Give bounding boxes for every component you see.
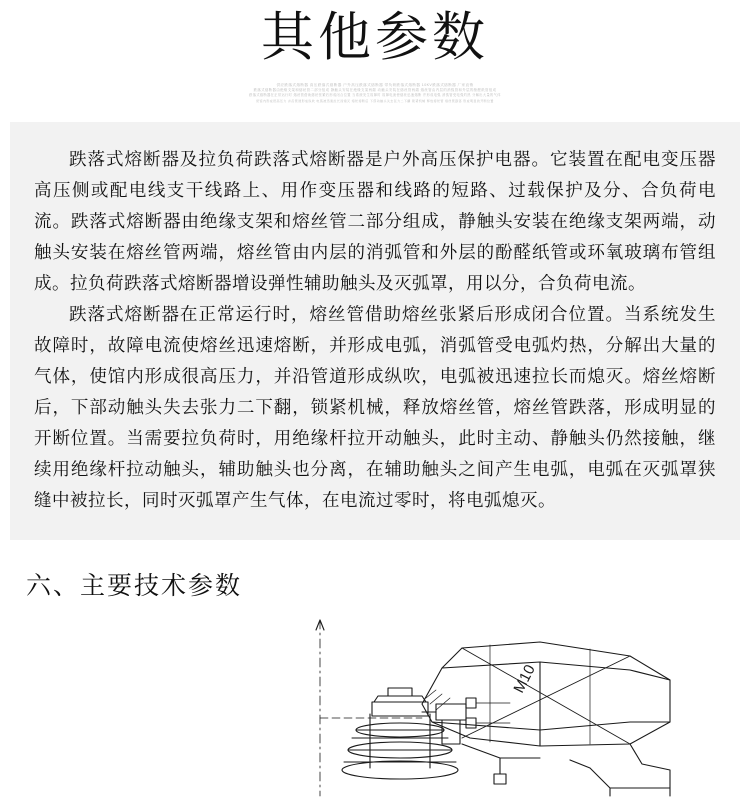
fuse-cutout-diagram-svg xyxy=(70,618,690,798)
linkage-foot xyxy=(494,774,506,784)
hatching xyxy=(426,690,450,710)
bolt-head xyxy=(466,718,476,728)
insulator-cap xyxy=(372,702,428,716)
linkage-arm xyxy=(462,744,540,758)
drawing-canvas xyxy=(70,618,690,798)
insulator-stud xyxy=(388,688,412,696)
micro-text-line: 供应跌落式熔断器 高压跌落式熔断器 户外高压跌落式熔断器 带负荷跌落式熔断器 10KV跌落式熔断器 厂家直销 xyxy=(276,82,474,87)
micro-text-line: 跌落式熔断器由绝缘支架和熔丝管二部分组成 静触头安装在绝缘支架两端 动触头安装在熔丝管两端 熔丝管由内层的消弧管和外层的酚醛纸管组成 xyxy=(253,88,497,93)
bracket-leg xyxy=(610,788,670,796)
page-title: 其他参数 xyxy=(261,9,489,67)
housing-bottom-edge xyxy=(432,722,670,730)
bolt-shaft xyxy=(476,703,510,723)
description-card xyxy=(10,122,740,540)
micro-text-line: 使馆内形成很高压力 并沿管道形成纵吹 电弧被迅速拉长而熄灭 熔丝熔断后 下部动触头失去张力二下翻 锁紧机械 释放熔丝管 熔丝管跌落 形成明显的开断位置 xyxy=(256,98,494,103)
title-block xyxy=(0,0,750,104)
insulator-shed-ellipse xyxy=(342,761,458,779)
bolt-head xyxy=(466,698,476,708)
micro-text-line: 跌落式熔断器在正常运行时 熔丝管借助熔丝张紧后形成闭合位置 当系统发生故障时 故障电流使熔丝迅速熔断 并形成电弧 消弧管受电弧灼热 分解出大量的气体 xyxy=(249,93,501,98)
description-paragraph: 跌落式熔断器及拉负荷跌落式熔断器是户外高压保护电器。它装置在配电变压器高压侧或配电线支干线路上、用作变压器和线路的短路、过载保护及分、合负荷电流。跌落式熔断器由绝缘支架和熔丝管二部分组成，静触头安装在绝缘支架两端，动触头安装在熔丝管两端，熔丝管由内层的消弧管和外层的酚醛纸管或环氧玻璃布管组成。拉负荷跌落式熔断器增设弹性辅助触头及灭弧罩，用以分，合负荷电流。 xyxy=(34,148,716,293)
insulator-shaft xyxy=(370,714,430,768)
housing-top-edge xyxy=(442,662,670,680)
section-heading: 六、主要技术参数 xyxy=(26,572,243,600)
description-paragraph: 跌落式熔断器在正常运行时，熔丝管借助熔丝张紧后形成闭合位置。当系统发生故障时，故障电流使熔丝迅速熔断，并形成电弧，消弧管受电弧灼热，分解出大量的气体，使馆内形成很高压力，并沿管道形成纵吹，电弧被迅速拉长而熄灭。熔丝熔断后，下部动触头失去张力二下翻，锁紧机械，释放熔丝管，熔丝管跌落，形成明显的开断位置。当需要拉负荷时，用绝缘杆拉开动触头，此时主动、静触头仍然接触，继续用绝缘杆拉动触头，辅助触头也分离，在辅助触头之间产生电弧，电弧在灭弧罩狭缝中被拉长，同时灭弧罩产生气体，在电流过零时，将电弧熄灭。 xyxy=(34,303,716,510)
housing-outline xyxy=(422,642,670,746)
housing-brace xyxy=(462,656,630,738)
thread-label: M10 xyxy=(510,661,539,696)
micro-text-block xyxy=(0,83,750,104)
insulator-cap-top xyxy=(374,696,426,702)
technical-drawing xyxy=(0,618,750,798)
lower-bracket xyxy=(570,744,670,788)
